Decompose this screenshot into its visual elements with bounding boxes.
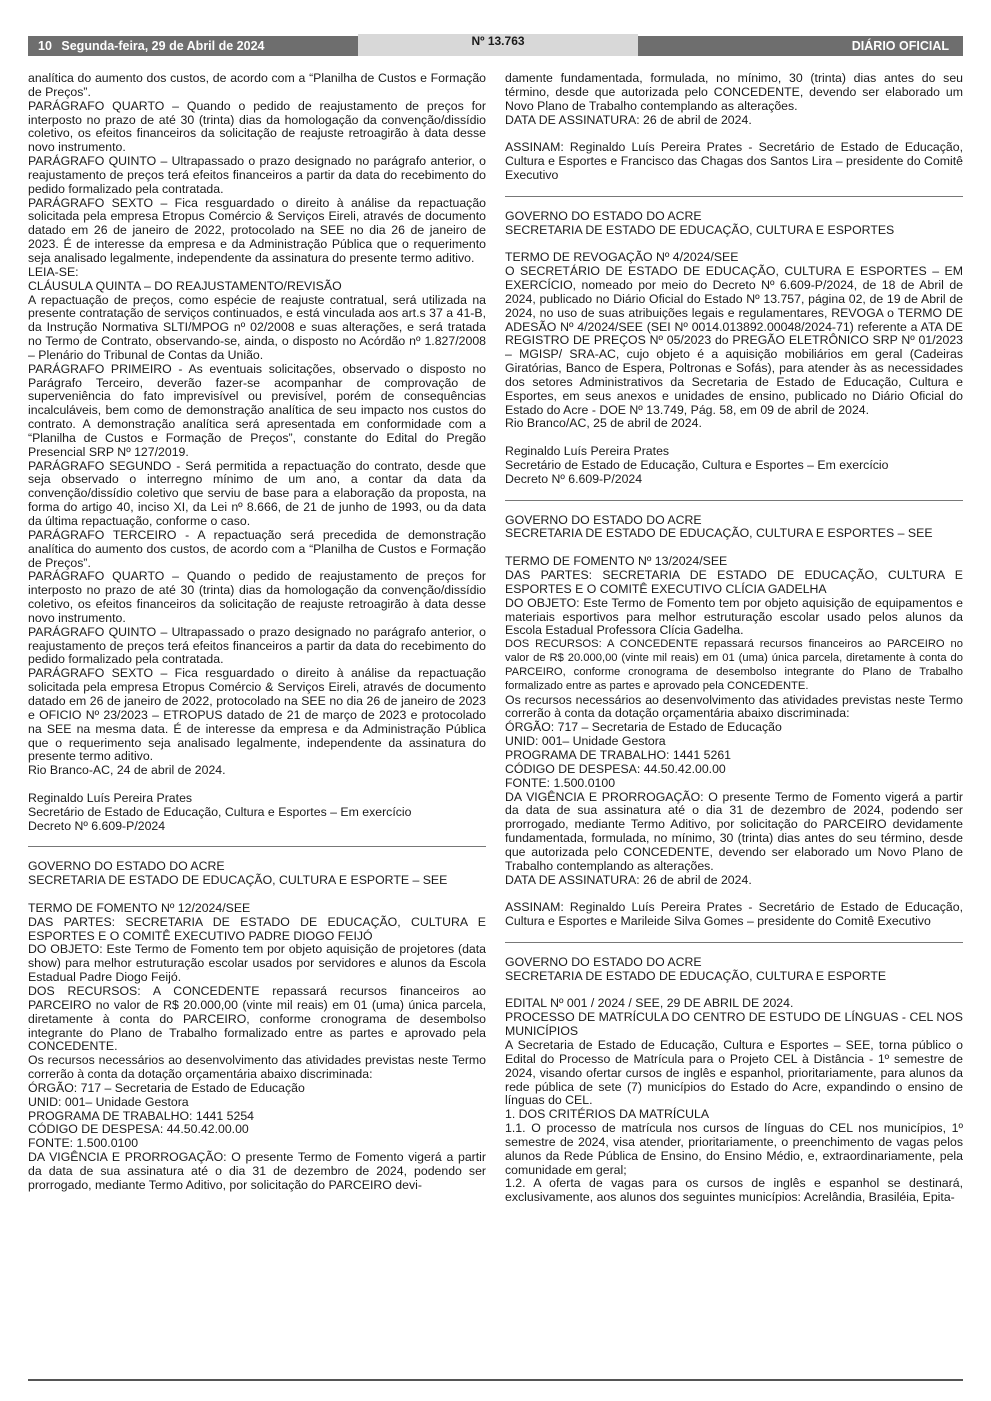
section-subheading: SECRETARIA DE ESTADO DE EDUCAÇÃO, CULTURA E ESPORTE – SEE xyxy=(28,873,448,888)
budget-line: PROGRAMA DE TRABALHO: 1441 5254 xyxy=(28,1108,254,1123)
paragraph: DOS RECURSOS: A CONCEDENTE repassará recursos financeiros ao PARCEIRO no valor de R$ 20.000,00 (vinte mil reais) em 01 (uma) única parcela, diretamente à conta do PARCEIRO, conforme cronograma de desembolso integrante do Plano de Trabalho formalizado entre as partes e aprovado pela CONCEDENTE. xyxy=(505,638,963,692)
document-title: EDITAL Nº 001 / 2024 / SEE, 29 DE ABRIL DE 2024. xyxy=(505,996,794,1011)
right-column xyxy=(505,72,963,1377)
paragraph: PARÁGRAFO SEXTO – Fica resguardado o direito à análise da repactuação solicitada pela empresa Etropus Comércio & Serviços Eireli, através de documento datado em 26 de janeiro de 2022, protocolado na SEE no dia 26 de janeiro de 2023 e OFICIO Nº 23/2023 – ETROPUS datado de 21 de março de 2023 e protocolado na SEE na mesma data. É de interesse da empresa e da Administração Pública que o requerimento seja analisado legalmente, independente da assinatura do presente termo aditivo. xyxy=(28,666,486,764)
signature-date: DATA DE ASSINATURA: 26 de abril de 2024. xyxy=(505,112,752,127)
section-divider xyxy=(505,500,963,501)
paragraph: LEIA-SE: xyxy=(28,264,79,279)
section-heading: GOVERNO DO ESTADO DO ACRE xyxy=(28,859,225,874)
section-subheading: SECRETARIA DE ESTADO DE EDUCAÇÃO, CULTURA E ESPORTES xyxy=(505,222,895,237)
page-bottom-rule xyxy=(28,1379,963,1381)
section-divider xyxy=(505,196,963,197)
paragraph: Os recursos necessários ao desenvolvimento das atividades previstas neste Termo correrão à conta da dotação orçamentária abaixo discriminada: xyxy=(505,692,963,721)
paragraph: damente fundamentada, formulada, no mínimo, 30 (trinta) dias antes do seu término, desde que autorizada pelo CONCEDENTE, devendo ser elaborado um Novo Plano de Trabalho contemplando as alterações. xyxy=(505,72,963,113)
signatory-title: Secretário de Estado de Educação, Cultura e Esportes – Em exercício xyxy=(28,804,412,819)
publication-title: DIÁRIO OFICIAL xyxy=(851,39,949,53)
paragraph: A repactuação de preços, como espécie de reajuste contratual, será utilizada na presente contratação de serviços continuados, e está vinculada aos art.s 37 a 41-B, da Instrução Normativa SLTI/MPOG nº 02/2008 e suas alterações, e será tratada no Termo de Contrato, observando-se, ainda, o disposto no Acórdão nº 1.827/2008 – Plenário do Tribunal de Contas da União. xyxy=(28,292,486,362)
paragraph: O SECRETÁRIO DE ESTADO DE EDUCAÇÃO, CULTURA E ESPORTES – EM EXERCÍCIO, nomeado por meio do Decreto Nº 6.609-P/2024, de 18 de Abril de 2024, publicado no Diário Oficial do Estado Nº 13.757, página 02, de 19 de Abril de 2024, no uso de suas atribuições legais e regulamentares, REVOGA o TERMO DE ADESÃO Nº 4/2024/SEE (SEI Nº 0014.013892.00048/2024-71) referente a ATA DE REGISTRO DE PREÇOS Nº 05/2023 do PREGÃO ELETRÔNICO SRP Nº 01/2023 – MGISP/ SRA-AC, cujo objeto é a aquisição mobiliários em geral (Cadeiras Giratórias, Banco de Espera, Poltronas e Sofás), para atender às as necessidades dos setores Administrativos da Secretaria de Estado de Educação, Cultura e Esportes, em seus anexos e unidades de ensino, publicado no Diário Oficial do Estado do Acre - DOE Nº 13.749, Pág. 58, em 09 de abril de 2024. xyxy=(505,264,963,417)
paragraph: DAS PARTES: SECRETARIA DE ESTADO DE EDUCAÇÃO, CULTURA E ESPORTES E O COMITÊ EXECUTIVO PADRE DIOGO FEIJÓ xyxy=(28,914,486,943)
signatory-title: Secretário de Estado de Educação, Cultura e Esportes – Em exercício xyxy=(505,457,889,472)
paragraph: PARÁGRAFO QUARTO – Quando o pedido de reajustamento de preços for interposto no prazo de até 30 (trinta) dias da homologação da convenção/dissídio coletivo, os efeitos financeiros da solicitação de reajuste retroagirão à data desse novo instrumento. xyxy=(28,98,486,155)
budget-line: UNID: 001– Unidade Gestora xyxy=(28,1094,189,1109)
paragraph: DA VIGÊNCIA E PRORROGAÇÃO: O presente Termo de Fomento vigerá a partir da data de sua assinatura até o dia 31 de dezembro de 2024, podendo ser prorrogado, mediante Termo Aditivo, por solicitação do PARCEIRO devi- xyxy=(28,1150,486,1192)
budget-line: FONTE: 1.500.0100 xyxy=(28,1136,139,1151)
paragraph: 1.1. O processo de matrícula nos cursos de línguas do CEL nos municípios, 1º semestre de 2024, visa atender, prioritariamente, o preenchimento de vagas pelos alunos da Rede Pública de Ensino, do Ensino Médio, e, extraordinariamente, pela comunidade em geral; xyxy=(505,1121,963,1177)
signatories: ASSINAM: Reginaldo Luís Pereira Prates - Secretário de Estado de Educação, Cultura e Esportes e Francisco das Chagas dos Santos Lira – presidente do Comitê Executivo xyxy=(505,140,963,182)
paragraph: PARÁGRAFO SEXTO – Fica resguardado o direito à análise da repactuação solicitada pela empresa Etropus Comércio & Serviços Eireli, através de documento datado em 26 de janeiro de 2022, protocolado na SEE no dia 26 de janeiro de 2023. É de interesse da empresa e da Administração Pública que o requerimento seja analisado legalmente, independente da assinatura do presente termo aditivo. xyxy=(28,195,486,265)
signature-date: DATA DE ASSINATURA: 26 de abril de 2024. xyxy=(505,872,752,887)
document-title: TERMO DE FOMENTO Nº 13/2024/SEE xyxy=(505,554,728,569)
signatory-name: Reginaldo Luís Pereira Prates xyxy=(505,444,670,459)
paragraph: DO OBJETO: Este Termo de Fomento tem por objeto aquisição de projetores (data show) para melhor estruturação escolar usados por servidores e alunos da Escola Estadual Padre Diogo Feijó. xyxy=(28,942,486,985)
page-number: 10 xyxy=(38,39,52,53)
section-heading: GOVERNO DO ESTADO DO ACRE xyxy=(505,512,702,527)
section-heading: GOVERNO DO ESTADO DO ACRE xyxy=(505,208,702,223)
budget-line: ÓRGÃO: 717 – Secretaria de Estado de Educação xyxy=(28,1080,305,1095)
date-line: Rio Branco/AC, 25 de abril de 2024. xyxy=(505,416,702,431)
section-heading: GOVERNO DO ESTADO DO ACRE xyxy=(505,954,702,969)
left-column xyxy=(28,72,486,1377)
paragraph: DA VIGÊNCIA E PRORROGAÇÃO: O presente Termo de Fomento vigerá a partir da data de sua assinatura até o dia 31 de dezembro de 2024, podendo ser prorrogado, mediante Termo Aditivo, por solicitação do PARCEIRO devidamente fundamentada, formulada, no mínimo, 30 (trinta) dias antes do seu término, desde que autorizada pelo CONCEDENTE, devendo ser elaborado um Novo Plano de Trabalho contemplando as alterações. xyxy=(505,789,963,873)
section-divider xyxy=(505,942,963,943)
signatory-decree: Decreto Nº 6.609-P/2024 xyxy=(505,471,643,486)
document-title: TERMO DE FOMENTO Nº 12/2024/SEE xyxy=(28,900,251,915)
document-title: TERMO DE REVOGAÇÃO Nº 4/2024/SEE xyxy=(505,250,739,265)
page-header xyxy=(28,36,963,56)
paragraph: DOS RECURSOS: A CONCEDENTE repassará recursos financeiros ao PARCEIRO no valor de R$ 20.000,00 (vinte mil reais) em 01 (uma) única parcela, diretamente à conta do PARCEIRO, conforme cronograma de desembolso integrante do Plano de Trabalho formalizado entre as partes e aprovado pela CONCEDENTE. xyxy=(28,984,486,1054)
paragraph: 1.2. A oferta de vagas para os cursos de inglês e espanhol se destinará, exclusivamente, aos alunos dos seguintes municípios: Acrelândia, Brasiléia, Epita- xyxy=(505,1176,963,1205)
paragraph: PARÁGRAFO TERCEIRO - A repactuação será precedida de demonstração analítica do aumento dos custos, de acordo com a “Planilha de Custos e Formação de Preços”. xyxy=(28,527,486,570)
section-subheading: SECRETARIA DE ESTADO DE EDUCAÇÃO, CULTURA E ESPORTE xyxy=(505,968,887,983)
section-subheading: SECRETARIA DE ESTADO DE EDUCAÇÃO, CULTURA E ESPORTES – SEE xyxy=(505,526,933,541)
section-divider xyxy=(28,846,486,847)
edition-number: Nº 13.763 xyxy=(358,34,638,56)
header-date: Segunda-feira, 29 de Abril de 2024 xyxy=(61,39,265,53)
paragraph: PARÁGRAFO QUINTO – Ultrapassado o prazo designado no parágrafo anterior, o reajustamento de preços terá efeitos financeiros a partir da data do recebimento do pedido formalizado pela contratada. xyxy=(28,624,486,667)
paragraph: Os recursos necessários ao desenvolvimento das atividades previstas neste Termo correrão à conta da dotação orçamentária abaixo discriminada: xyxy=(28,1053,486,1082)
budget-line: PROGRAMA DE TRABALHO: 1441 5261 xyxy=(505,747,731,762)
paragraph: PROCESSO DE MATRÍCULA DO CENTRO DE ESTUDO DE LÍNGUAS - CEL NOS MUNICÍPIOS xyxy=(505,1010,963,1039)
paragraph: PARÁGRAFO SEGUNDO - Será permitida a repactuação do contrato, desde que seja observado o interregno mínimo de um ano, a contar da data da convenção/dissídio coletivo que serviu de base para a elaboração da proposta, na forma do artigo 40, inciso XI, da Lei nº 8.666, de 21 de junho de 1993, ou da data da última repactuação, conforme o caso. xyxy=(28,458,486,528)
paragraph: PARÁGRAFO QUARTO – Quando o pedido de reajustamento de preços for interposto no prazo de até 30 (trinta) dias da homologação da convenção/dissídio coletivo, os efeitos financeiros da solicitação de reajuste retroagirão à data desse novo instrumento. xyxy=(28,569,486,625)
budget-line: CÓDIGO DE DESPESA: 44.50.42.00.00 xyxy=(28,1122,249,1137)
signatories: ASSINAM: Reginaldo Luís Pereira Prates - Secretário de Estado de Educação, Cultura e Esportes e Marileide Silva Gomes – presidente do Comitê Executivo xyxy=(505,900,963,929)
paragraph: A Secretaria de Estado de Educação, Cultura e Esportes – SEE, torna público o Edital do Processo de Matrícula para o Projeto CEL à Distância - 1º semestre de 2024, visando ofertar cursos de inglês e espanhol, prioritariamente, para alunos da rede pública de sete (7) municípios do Estado do Acre, expandindo o ensino de línguas do CEL. xyxy=(505,1038,963,1108)
budget-line: UNID: 001– Unidade Gestora xyxy=(505,734,666,749)
paragraph: analítica do aumento dos custos, de acordo com a “Planilha de Custos e Formação de Preços”. xyxy=(28,72,486,99)
signatory-decree: Decreto Nº 6.609-P/2024 xyxy=(28,818,166,833)
signatory-name: Reginaldo Luís Pereira Prates xyxy=(28,790,193,805)
clause-heading: 1. DOS CRITÉRIOS DA MATRÍCULA xyxy=(505,1107,710,1122)
paragraph: DAS PARTES: SECRETARIA DE ESTADO DE EDUCAÇÃO, CULTURA E ESPORTES E O COMITÊ EXECUTIVO CLÍCIA GADELHA xyxy=(505,568,963,596)
paragraph: DO OBJETO: Este Termo de Fomento tem por objeto aquisição de equipamentos e materiais esportivos para melhor estruturação escolar usado pelos alunos da Escola Estadual Professora Clícia Gadelha. xyxy=(505,595,963,638)
budget-line: FONTE: 1.500.0100 xyxy=(505,775,616,790)
paragraph: PARÁGRAFO PRIMEIRO - As eventuais solicitações, observado o disposto no Parágrafo Terceiro, deverão fazer-se acompanhar de comprovação de superveniência do fato imprevisível ou previsível, porém de consequências incalculáveis, bem como de demonstração analítica de seu impacto nos custos do contrato. A demonstração analítica será apresentada em conformidade com a “Planilha de Custos e Formação de Preços”, constante do Edital do Pregão Presencial SRP Nº 127/2019. xyxy=(28,361,486,459)
date-line: Rio Branco-AC, 24 de abril de 2024. xyxy=(28,763,226,778)
paragraph: PARÁGRAFO QUINTO – Ultrapassado o prazo designado no parágrafo anterior, o reajustamento de preços terá efeitos financeiros a partir da data do recebimento do pedido formalizado pela contratada. xyxy=(28,154,486,196)
budget-line: ÓRGÃO: 717 – Secretaria de Estado de Educação xyxy=(505,720,782,735)
clause-heading: CLÁUSULA QUINTA – DO REAJUSTAMENTO/REVISÃO xyxy=(28,278,342,293)
budget-line: CÓDIGO DE DESPESA: 44.50.42.00.00 xyxy=(505,761,726,776)
header-left xyxy=(38,39,264,53)
